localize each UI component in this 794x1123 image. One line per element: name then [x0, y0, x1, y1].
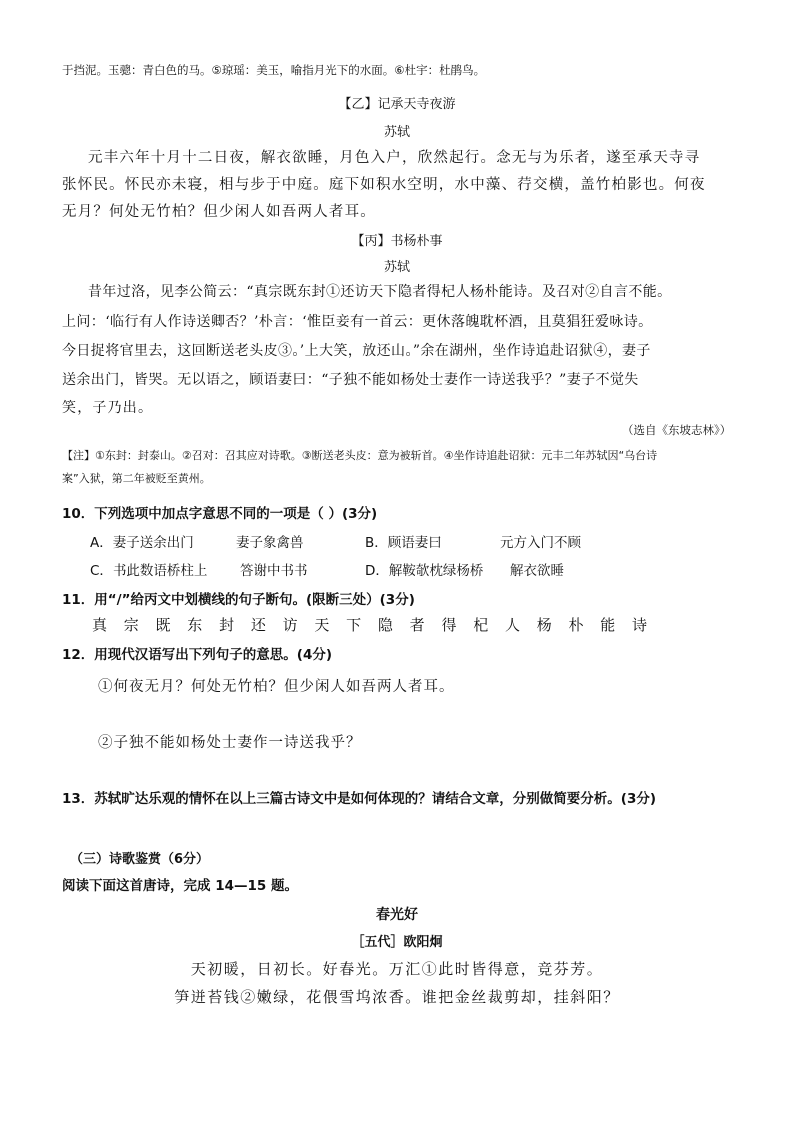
question-11-title: 11．用“/”给丙文中划横线的句子断句。(限断三处）(3分) [62, 592, 415, 608]
q10-option-c-word-2: 答谢中书书 [240, 563, 308, 579]
option-word-1: 解鞍欹枕绿杨桥 [388, 563, 484, 579]
poem-line-2: 笋迸苔钱②嫩绿，花偎雪坞浓香。谁把金丝裁剪却，挂斜阳？ [174, 988, 620, 1006]
yi-line-1: 元丰六年十月十二日夜，解衣欲睡，月色入户，欣然起行。念无与为乐者，遂至承天寺寻 [88, 150, 701, 166]
bing-line-3: 今日捉将官里去，这回断送老头皮③。’上大笑，放还山。”余在湖州，坐作诗追赴诏狱④，妻子 [62, 343, 651, 359]
option-word-1: 顾语妻曰 [387, 535, 442, 551]
bing-line-1: 昔年过洛，见李公简云：“真宗既东封①还访天下隐者得杞人杨朴能诗。及召对②自言不能。 [88, 284, 672, 300]
option-letter: D． [365, 563, 389, 579]
top-note: 于挡泥。玉骢：青白色的马。⑤琼瑶：美玉，喻指月光下的水面。⑥杜宇：杜鹃鸟。 [62, 63, 486, 77]
q12-item-2: ②子独不能如杨处士妻作一诗送我乎？ [98, 735, 362, 751]
yi-line-2: 张怀民。怀民亦未寝，相与步于中庭。庭下如积水空明，水中藻、荇交横，盖竹柏影也。何夜 [62, 177, 706, 193]
bing-line-2: 上问：‘临行有人作诗送卿否？’朴言：‘惟臣妾有一首云：更休落魄耽杯酒，且莫猖狂爱咏诗。 [62, 314, 653, 330]
option-letter: B． [365, 535, 388, 551]
q12-item-1: ①何夜无月？何处无竹柏？但少闲人如吾两人者耳。 [98, 679, 455, 695]
bing-line-4: 送余出门，皆哭。无以语之，顾语妻曰：“子独不能如杨处士妻作一诗送我乎？”妻子不觉失 [62, 372, 639, 388]
question-13-title: 13．苏轼旷达乐观的情怀在以上三篇古诗文中是如何体现的？请结合文章，分别做简要分析。(3分) [62, 791, 657, 807]
annotation-line-2: 案”入狱，第二年被贬至黄州。 [62, 472, 211, 485]
bing-author: 苏轼 [383, 260, 410, 275]
bing-heading: 【丙】书杨朴事 [351, 234, 443, 249]
yi-heading: 【乙】记承天寺夜游 [338, 97, 456, 112]
yi-author: 苏轼 [383, 125, 410, 140]
question-12-title: 12．用现代汉语写出下列句子的意思。(4分) [62, 647, 333, 663]
option-word-1: 书此数语桥柱上 [112, 563, 208, 579]
q10-option-b-word-2: 元方入门不顾 [500, 535, 581, 551]
question-10-title: 10．下列选项中加点字意思不同的一项是（ ）(3分) [62, 506, 378, 522]
option-word-1: 妻子送余出门 [112, 535, 194, 551]
section-3-instruction: 阅读下面这首唐诗，完成 14—15 题。 [62, 878, 298, 894]
poem-line-1: 天初暖，日初长。好春光。万汇①此时皆得意，竞芬芳。 [190, 960, 604, 978]
q10-option-a [90, 531, 194, 551]
q11-sentence: 真 宗 既 东 封 还 访 天 下 隐 者 得 杞 人 杨 朴 能 诗 [92, 616, 654, 634]
yi-line-3: 无月？何处无竹柏？但少闲人如吾两人者耳。 [62, 204, 376, 220]
q10-option-b [365, 531, 442, 551]
option-letter: A． [90, 535, 113, 551]
annotation-line-1: 【注】①东封：封泰山。②召对：召其应对诗歌。③断送老头皮：意为被斩首。④坐作诗追赴诏狱：元丰二年苏轼因“乌台诗 [62, 449, 658, 462]
q10-option-d [365, 559, 483, 579]
q10-option-c [90, 559, 207, 579]
q10-option-d-word-2: 解衣欲睡 [510, 563, 564, 579]
bing-line-5: 笑，子乃出。 [62, 400, 154, 416]
q10-option-a-word-2: 妻子象禽兽 [236, 535, 304, 551]
source-citation: （选自《东坡志林》） [622, 423, 732, 437]
poem-title: 春光好 [376, 907, 418, 923]
section-3-heading: （三）诗歌鉴赏（6分） [70, 852, 210, 867]
poem-author: ［五代］欧阳炯 [351, 935, 443, 950]
option-letter: C． [90, 563, 113, 579]
